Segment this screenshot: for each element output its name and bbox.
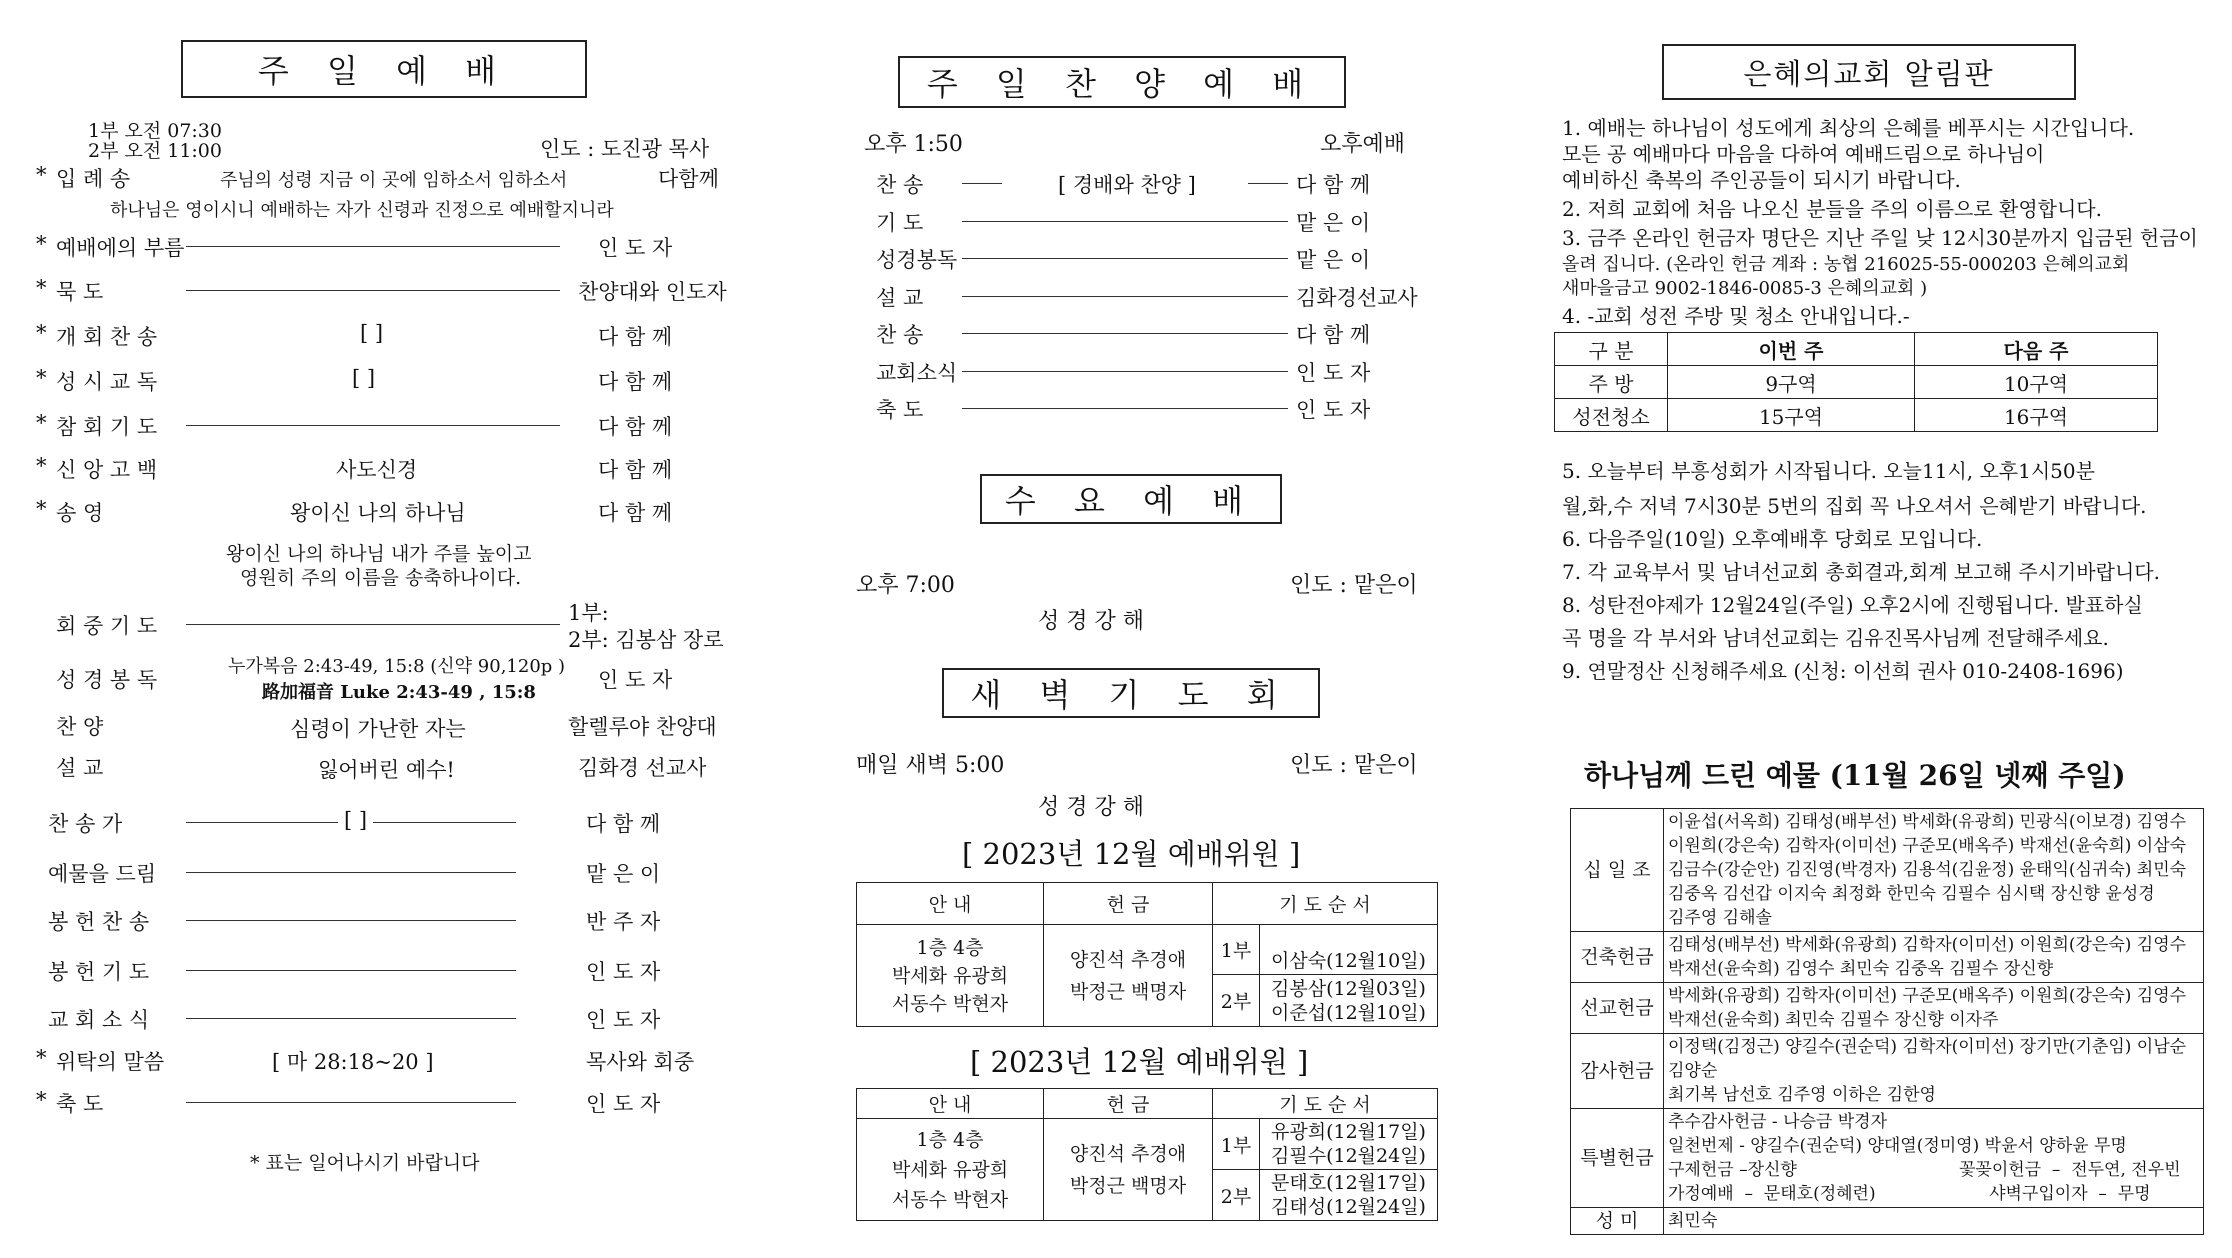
dotted-leader xyxy=(962,408,1288,409)
guide-line: 서동수 박현자 xyxy=(891,1188,1009,1211)
service-time-1: 1부 오전 07:30 xyxy=(88,120,222,142)
order-name-offering: 예물을 드림 xyxy=(48,862,157,886)
order-name-scripture: 성 경 봉 독 xyxy=(56,668,158,692)
wednesday-leader: 인도 : 맡은이 xyxy=(1290,573,1418,598)
notice-line: 6. 다음주일(10일) 오후예배후 당회로 모입니다. xyxy=(1562,527,1983,551)
order-name-benediction: 축 도 xyxy=(56,1092,104,1116)
notice-board-title: 은혜의교회 알림판 xyxy=(1662,44,2076,100)
offering-names xyxy=(1664,1208,2204,1235)
duty-header-prayer: 기 도 순 서 xyxy=(1213,1089,1438,1119)
dotted-leader xyxy=(962,333,1288,334)
order-right-entrance: 다함께 xyxy=(658,167,719,191)
praise-order-name-3: 성경봉독 xyxy=(876,248,958,272)
offering-category: 건축헌금 xyxy=(1571,932,1664,983)
offering-table xyxy=(1570,808,2204,1235)
dotted-leader xyxy=(962,258,1288,259)
prayer-line: 김태성(12월24일) xyxy=(1271,1196,1426,1218)
asterisk-mark: * xyxy=(36,276,47,300)
cleaning-cell: 16구역 xyxy=(1915,399,2158,432)
cleaning-cell: 15구역 xyxy=(1668,399,1915,432)
dotted-leader xyxy=(186,920,516,921)
order-middle-praise: 심령이 가난한 자는 xyxy=(290,717,466,741)
duty-guide-cell xyxy=(857,1119,1044,1221)
asterisk-mark: * xyxy=(36,232,47,256)
praise-order-right-3: 맡 은 이 xyxy=(1296,248,1371,272)
order-name-offertory-prayer: 봉 헌 기 도 xyxy=(48,960,150,984)
order-right-announcements: 인 도 자 xyxy=(586,1008,661,1032)
duty-p2-label: 2부 xyxy=(1213,1170,1260,1221)
cleaning-table xyxy=(1554,332,2158,432)
asterisk-mark: * xyxy=(36,366,47,390)
cleaning-header: 이번 주 xyxy=(1668,333,1915,366)
duty-header-guide: 안 내 xyxy=(857,1089,1044,1119)
asterisk-mark: * xyxy=(36,1046,47,1070)
dotted-leader xyxy=(962,221,1288,222)
offering-line: 최민숙 xyxy=(1668,1211,1718,1231)
notice-line: 새마을금고 9002-1846-0085-3 은혜의교회 ) xyxy=(1562,278,1928,299)
asterisk-mark: * xyxy=(36,454,47,478)
guide-line: 박세화 유광희 xyxy=(891,1158,1009,1181)
dotted-leader xyxy=(186,1102,516,1103)
order-right-praise: 할렐루야 찬양대 xyxy=(568,715,717,739)
order-right-hymn: 다 함 께 xyxy=(586,812,661,836)
praise-order-right-1: 다 함 께 xyxy=(1296,173,1371,197)
offering-category: 십 일 조 xyxy=(1571,809,1664,932)
cleaning-cell: 성전청소 xyxy=(1555,399,1668,432)
offering-line: 양진석 추경애 xyxy=(1069,948,1187,971)
offering-line: 일천번제 - 양길수(권순덕) 양대열(정미영) 박윤서 양하윤 무명 xyxy=(1668,1136,2127,1156)
offering-line: 김태성(배부선) 박세화(유광희) 김학자(이미선) 이원희(강은숙) 김영수 xyxy=(1668,935,2187,955)
notice-line: 3. 금주 온라인 헌금자 명단은 지난 주일 낮 12시30분까지 입금된 헌금이 xyxy=(1562,226,2198,250)
dawn-time: 매일 새벽 5:00 xyxy=(856,753,1005,778)
dotted-leader xyxy=(186,246,560,247)
order-middle-sermon: 잃어버린 예수! xyxy=(318,758,455,782)
duty-offering-cell xyxy=(1044,925,1213,1027)
offering-names xyxy=(1664,1034,2204,1109)
offering-names xyxy=(1664,932,2204,983)
notice-line: 2. 저희 교회에 처음 나오신 분들을 주의 이름으로 환영합니다. xyxy=(1562,197,2102,221)
order-name-entrance: 입 례 송 xyxy=(56,167,131,191)
asterisk-mark: * xyxy=(36,497,47,521)
order-right-offering: 맡 은 이 xyxy=(586,862,661,886)
praise-worship-kind: 오후예배 xyxy=(1320,132,1406,157)
duty-header-guide: 안 내 xyxy=(857,883,1044,925)
order-name-responsive: 성 시 교 독 xyxy=(56,370,158,394)
cleaning-cell: 10구역 xyxy=(1915,366,2158,399)
order-name-creed: 신 앙 고 백 xyxy=(56,458,158,482)
offering-line: 이정택(김정근) 양길수(권순덕) 김학자(이미선) 장기만(기춘임) 이남순 김양순 xyxy=(1668,1037,2187,1081)
sunday-worship-title: 주 일 예 배 xyxy=(181,40,587,98)
standing-note: * 표는 일어나시기 바랍니다 xyxy=(250,1152,480,1174)
guide-line: 1층 4층 xyxy=(916,1128,984,1151)
order-right-offertory-hymn: 반 주 자 xyxy=(586,910,661,934)
notice-line: 7. 각 교육부서 및 남녀선교회 총회결과,회계 보고해 주시기바랍니다. xyxy=(1562,560,2160,584)
dawn-leader: 인도 : 맡은이 xyxy=(1290,753,1418,778)
order-name-commission: 위탁의 말씀 xyxy=(56,1050,165,1074)
offering-line: 박재선(윤숙희) 최민숙 김필수 장신향 이자주 xyxy=(1668,1010,1999,1030)
cleaning-header: 구 분 xyxy=(1555,333,1668,366)
asterisk-mark: * xyxy=(36,163,47,187)
offering-line: 박정근 백명자 xyxy=(1069,980,1187,1003)
order-name-congregational-prayer: 회 중 기 도 xyxy=(56,614,158,638)
offering-list-title: 하나님께 드린 예물 (11월 26일 넷째 주일) xyxy=(1584,759,2126,792)
asterisk-mark: * xyxy=(36,321,47,345)
cleaning-cell: 주 방 xyxy=(1555,366,1668,399)
duty-p2-label: 2부 xyxy=(1213,975,1260,1027)
cleaning-cell: 9구역 xyxy=(1668,366,1915,399)
order-name-silent: 묵 도 xyxy=(56,280,104,304)
order-right-benediction: 인 도 자 xyxy=(586,1092,661,1116)
duty-table-2 xyxy=(856,1088,1438,1221)
order-right-opening-hymn: 다 함 께 xyxy=(598,325,673,349)
offering-category: 감사헌금 xyxy=(1571,1034,1664,1109)
dotted-leader xyxy=(1248,183,1288,184)
offering-names xyxy=(1664,983,2204,1034)
guide-line: 서동수 박현자 xyxy=(891,992,1009,1015)
dotted-leader xyxy=(186,970,516,971)
offering-line: 박정근 백명자 xyxy=(1069,1174,1187,1197)
prayer-line: 유광희(12월17일) xyxy=(1271,1121,1426,1143)
duty-title-2: [ 2023년 12월 예배위원 ] xyxy=(970,1045,1309,1079)
offering-category: 선교헌금 xyxy=(1571,983,1664,1034)
offering-line: 박세화(유광희) 김학자(이미선) 구준모(배옥주) 이원희(강은숙) 김영수 xyxy=(1668,986,2187,1006)
duty-p1-cell xyxy=(1260,1119,1438,1170)
duty-header-offering: 헌 금 xyxy=(1044,883,1213,925)
dotted-leader xyxy=(186,425,560,426)
order-name-opening-hymn: 개 회 찬 송 xyxy=(56,325,158,349)
sunday-leader: 인도 : 도진광 목사 xyxy=(540,137,710,161)
order-right-scripture: 인 도 자 xyxy=(598,668,673,692)
offering-line: 최기복 남선호 김주영 이하은 김한영 xyxy=(1668,1085,1936,1105)
duty-title-1: [ 2023년 12월 예배위원 ] xyxy=(962,837,1301,871)
duty-p2-cell xyxy=(1260,975,1438,1027)
guide-line: 1층 4층 xyxy=(916,936,984,959)
praise-worship-title: 주 일 찬 양 예 배 xyxy=(898,56,1346,108)
order-right-offertory-prayer: 인 도 자 xyxy=(586,960,661,984)
order-right-repentance: 다 함 께 xyxy=(598,415,673,439)
praise-worship-time: 오후 1:50 xyxy=(864,132,963,157)
duty-p1-label: 1부 xyxy=(1213,1119,1260,1170)
notice-line: 8. 성탄전야제가 12월24일(주일) 오후2시에 진행됩니다. 발표하실 xyxy=(1562,593,2143,617)
praise-order-name-2: 기 도 xyxy=(876,211,924,235)
offering-names xyxy=(1664,809,2204,932)
order-right-silent: 찬양대와 인도자 xyxy=(578,280,727,304)
duty-table-1 xyxy=(856,882,1438,1027)
notice-line: 9. 연말정산 신청해주세요 (신청: 이선희 권사 010-2408-1696) xyxy=(1562,659,2124,683)
order-middle-responsive: [ ] xyxy=(352,366,376,390)
prayer-line: 이준섭(12월10일) xyxy=(1271,1001,1426,1024)
offering-line: 이원희(강은숙) 김학자(이미선) 구준모(배옥주) 박재선(윤숙희) 이삼숙 xyxy=(1668,836,2187,856)
dotted-leader xyxy=(186,1018,516,1019)
offering-line: 양진석 추경애 xyxy=(1069,1142,1187,1165)
order-right-creed: 다 함 께 xyxy=(598,458,673,482)
prayer-line: 김봉삼(12월03일) xyxy=(1271,977,1426,1000)
dotted-leader xyxy=(186,290,560,291)
order-right-call: 인 도 자 xyxy=(598,236,673,260)
wednesday-time: 오후 7:00 xyxy=(856,573,955,598)
order-middle-hymn: [ ] xyxy=(338,808,373,832)
wednesday-content: 성 경 강 해 xyxy=(1038,609,1144,634)
offering-line: 김중옥 김선갑 이지숙 최정화 한민숙 김필수 심시택 장신향 윤성경 xyxy=(1668,884,2155,904)
duty-guide-cell xyxy=(857,925,1044,1027)
offering-line: 구제헌금 –장신향 꽃꽂이헌금 – 전두연, 전우빈 xyxy=(1668,1160,2181,1180)
order-middle-doxology: 왕이신 나의 하나님 xyxy=(290,501,466,525)
scripture-reference-chinese: 路加福音 Luke 2:43-49 , 15:8 xyxy=(262,682,536,703)
dotted-leader xyxy=(962,371,1288,372)
order-name-call: 예배에의 부름 xyxy=(56,236,185,260)
praise-order-name-4: 설 교 xyxy=(876,286,924,310)
order-name-announcements: 교 회 소 식 xyxy=(48,1008,150,1032)
offering-line: 박재선(윤숙희) 김영수 최민숙 김중옥 김필수 장신향 xyxy=(1668,959,2054,979)
order-middle-commission: [ 마 28:18~20 ] xyxy=(272,1050,434,1074)
order-right-commission: 목사와 회중 xyxy=(586,1050,695,1074)
offering-names xyxy=(1664,1109,2204,1208)
notice-line: 월,화,수 저녁 7시30분 5번의 집회 꼭 나오셔서 은혜받기 바랍니다. xyxy=(1562,494,2147,518)
duty-header-offering: 헌 금 xyxy=(1044,1089,1213,1119)
dotted-leader xyxy=(962,296,1288,297)
praise-order-name-5: 찬 송 xyxy=(876,323,924,347)
notice-line: 5. 오늘부터 부흥성회가 시작됩니다. 오늘11시, 오후1시50분 xyxy=(1562,459,2095,483)
praise-order-right-6: 인 도 자 xyxy=(1296,361,1371,385)
praise-order-right-5: 다 함 께 xyxy=(1296,323,1371,347)
praise-order-middle-1: [ 경배와 찬양 ] xyxy=(1058,173,1196,197)
dawn-prayer-title: 새 벽 기 도 회 xyxy=(942,668,1320,718)
notice-line: 4. -교회 성전 주방 및 청소 안내입니다.- xyxy=(1562,304,1910,328)
duty-p2-cell xyxy=(1260,1170,1438,1221)
offering-line: 김금수(강순안) 김진영(박경자) 김용석(김윤정) 윤태익(심귀숙) 최민숙 xyxy=(1668,860,2187,880)
dotted-leader xyxy=(186,624,560,625)
dotted-leader xyxy=(962,183,1002,184)
scripture-reference-korean: 누가복음 2:43-49, 15:8 (신약 90,120p ) xyxy=(228,656,566,677)
prayer-line: 문태호(12월17일) xyxy=(1271,1172,1426,1194)
offering-line: 이윤섭(서옥희) 김태성(배부선) 박세화(유광희) 민광식(이보경) 김영수 xyxy=(1668,812,2187,832)
service-time-2: 2부 오전 11:00 xyxy=(88,140,222,162)
praise-order-right-4: 김화경선교사 xyxy=(1296,286,1418,310)
praise-order-name-1: 찬 송 xyxy=(876,173,924,197)
asterisk-mark: * xyxy=(36,1088,47,1112)
duty-p1-label: 1부 xyxy=(1213,925,1260,975)
prayer-first-service: 1부: xyxy=(568,601,609,625)
offering-category: 성 미 xyxy=(1571,1208,1664,1235)
order-middle-opening-hymn: [ ] xyxy=(360,321,384,345)
duty-p1-cell xyxy=(1260,925,1438,975)
order-right-doxology: 다 함 께 xyxy=(598,501,673,525)
doxology-line-2: 영원히 주의 이름을 송축하나이다. xyxy=(240,567,522,589)
order-right-responsive: 다 함 께 xyxy=(598,370,673,394)
prayer-line: 이삼숙(12월10일) xyxy=(1271,950,1426,972)
prayer-line: 김필수(12월24일) xyxy=(1271,1145,1426,1167)
prayer-second-service: 2부: 김봉삼 장로 xyxy=(568,628,724,652)
offering-line: 추수감사헌금 - 나승금 박경자 xyxy=(1668,1112,1888,1132)
order-name-repentance: 참 회 기 도 xyxy=(56,415,158,439)
order-name-sermon: 설 교 xyxy=(56,756,104,780)
guide-line: 박세화 유광희 xyxy=(891,964,1009,987)
cleaning-header: 다음 주 xyxy=(1915,333,2158,366)
duty-header-prayer: 기 도 순 서 xyxy=(1213,883,1438,925)
notice-line: 올려 집니다. (온라인 헌금 계좌 : 농협 216025-55-000203 은혜의교회 xyxy=(1562,254,2130,275)
asterisk-mark: * xyxy=(36,411,47,435)
praise-order-name-7: 축 도 xyxy=(876,398,924,422)
notice-line: 1. 예배는 하나님이 성도에게 최상의 은혜를 베푸시는 시간입니다. xyxy=(1562,116,2135,140)
praise-order-right-2: 맡 은 이 xyxy=(1296,211,1371,235)
wednesday-worship-title: 수 요 예 배 xyxy=(980,474,1282,524)
order-middle-entrance: 주님의 성령 지금 이 곳에 임하소서 임하소서 xyxy=(220,170,568,191)
order-name-hymn: 찬 송 가 xyxy=(48,812,123,836)
order-name-doxology: 송 영 xyxy=(56,501,104,525)
notice-line: 예비하신 축복의 주인공들이 되시기 바랍니다. xyxy=(1562,168,1961,192)
notice-line: 곡 명을 각 부서와 남녀선교회는 김유진목사님께 전달해주세요. xyxy=(1562,626,2109,650)
offering-category: 특별헌금 xyxy=(1571,1109,1664,1208)
dawn-content: 성 경 강 해 xyxy=(1038,795,1144,820)
doxology-line-1: 왕이신 나의 하나님 내가 주를 높이고 xyxy=(226,543,532,565)
order-name-offertory-hymn: 봉 헌 찬 송 xyxy=(48,910,150,934)
notice-line: 모든 공 예배마다 마음을 다하여 예배드림으로 하나님이 xyxy=(1562,142,2045,166)
dotted-leader xyxy=(186,872,516,873)
order-middle-creed: 사도신경 xyxy=(336,458,418,482)
praise-order-right-7: 인 도 자 xyxy=(1296,398,1371,422)
entrance-scripture: 하나님은 영이시니 예배하는 자가 신령과 진정으로 예배할지니라 xyxy=(110,200,614,221)
duty-offering-cell xyxy=(1044,1119,1213,1221)
offering-line: 가정예배 – 문태호(정혜련) 샤벽구입이자 – 무명 xyxy=(1668,1184,2151,1204)
order-name-praise: 찬 양 xyxy=(56,715,104,739)
offering-line: 김주영 김해솔 xyxy=(1668,908,1772,928)
order-right-sermon: 김화경 선교사 xyxy=(578,756,707,780)
praise-order-name-6: 교회소식 xyxy=(876,361,958,385)
